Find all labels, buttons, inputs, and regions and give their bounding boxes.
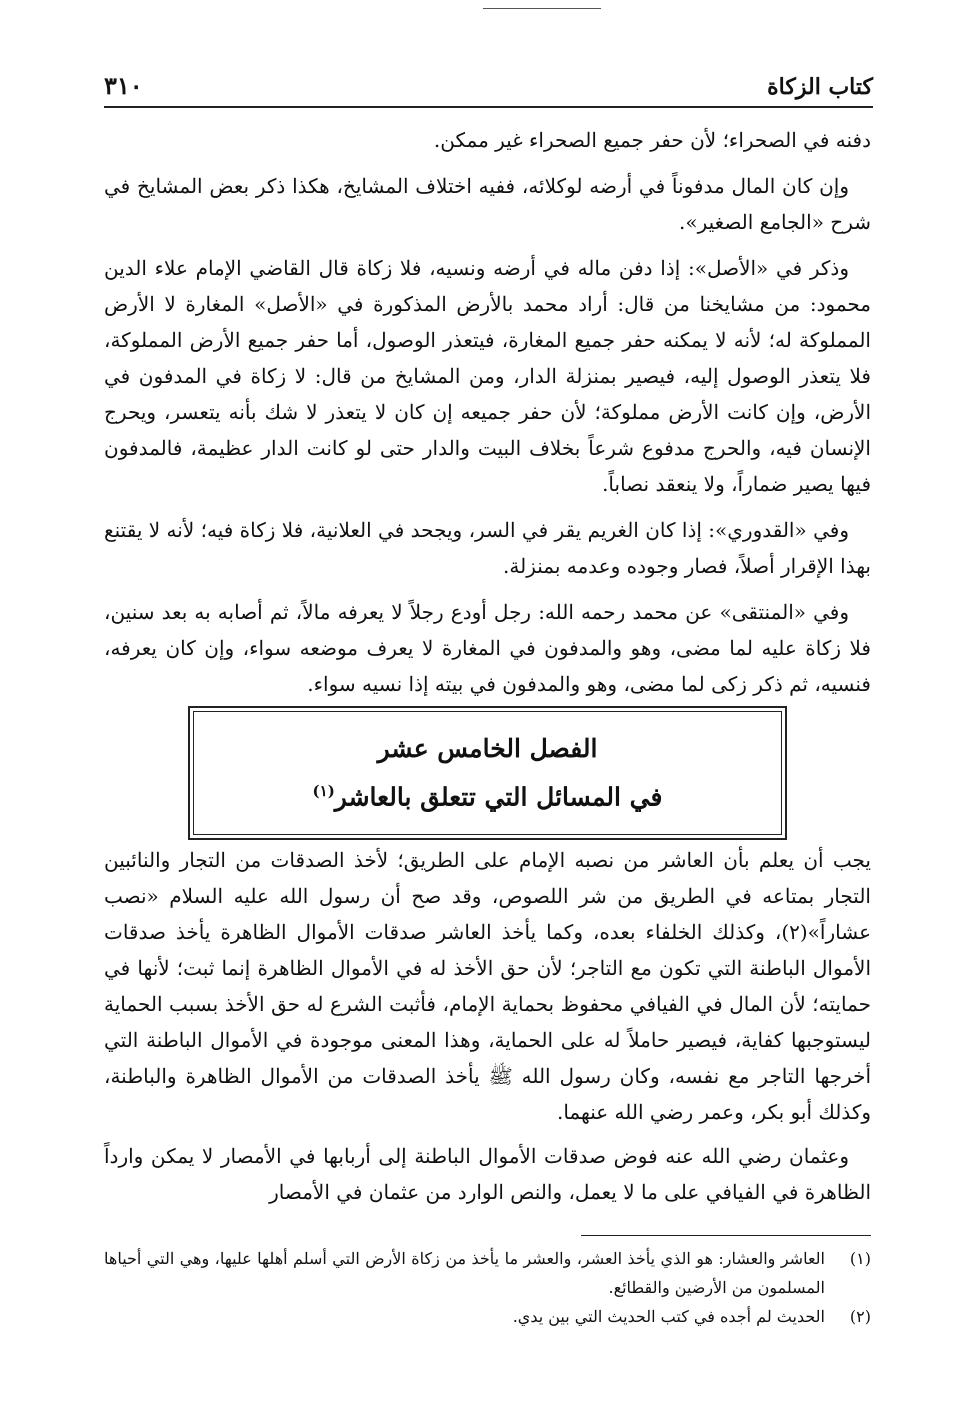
chapter-heading-box [188,706,787,840]
paragraph: وفي «المنتقى» عن محمد رحمه الله: رجل أودع رجلاً لا يعرفه مالاً، ثم أصابه به بعد سنين، فلا زكاة عليه لما مضى، وهو والمدفون في المغارة لا يعرف موضعه سواء، وإن كان يعرفه، فنسيه، ثم ذكر زكى لما مضى، وهو والمدفون في بيته إذا نسيه سواء. [104,600,871,696]
main-text [104,122,871,712]
book-title: كتاب الزكاة [767,74,873,100]
footnote [104,1244,871,1302]
footnote-mark: (٢) [849,1307,871,1326]
paragraph: وعثمان رضي الله عنه فوض صدقات الأموال الباطنة إلى أربابها في الأمصار لا يمكن وارداً الظاهرة في الفيافي على ما لا يعمل، والنص الوارد من عثمان في الأمصار [104,1144,871,1204]
page-number: ٣١٠ [104,71,143,100]
paragraph: وفي «القدوري»: إذا كان الغريم يقر في السر، ويجحد في العلانية، فلا زكاة فيه؛ لأنه لا يقتنع بهذا الإقرار أصلاً، فصار وجوده وعدمه بمنزلة. [104,518,871,578]
paragraph: يجب أن يعلم بأن العاشر من نصبه الإمام على الطريق؛ لأخذ الصدقات من التجار والنائبين التجار بمتاعه في الطريق من شر اللصوص، وقد صح أن رسول الله عليه السلام «نصب عشاراً»(٢)، وكذلك الخلفاء بعده، وكما يأخذ العاشر صدقات الأموال الظاهرة يأخذ صدقات الأموال الباطنة التي تكون مع التاجر؛ لأن حق الأخذ له في الأموال الظاهرة إنما ثبت؛ لأنها في حمايته؛ لأن المال في الفيافي محفوظ بحماية الإمام، فأثبت الشرع له حق الأخذ بسبب الحماية ليستوجبها كفاية، فيصير حاملاً له على الحماية، وهذا المعنى موجودة في الأموال الباطنة التي أخرجها التاجر مع نفسه، وكان رسول الله ﷺ يأخذ الصدقات من الأموال الظاهرة والباطنة، وكذلك أبو بكر، وعمر رضي الله عنهما. [104,848,872,1124]
footnotes [104,1244,871,1331]
paragraph: دفنه في الصحراء؛ لأن حفر جميع الصحراء غير ممكن. [433,128,871,152]
chapter-subtitle [313,770,663,818]
chapter-title: الفصل الخامس عشر [377,733,598,763]
top-rule [483,8,601,9]
chapter-text [104,842,871,1218]
page-header [104,62,873,108]
footnote [104,1302,871,1331]
paragraph: وإن كان المال مدفوناً في أرضه لوكلائه، ففيه اختلاف المشايخ، هكذا ذكر بعض المشايخ في شرح «الجامع الصغير». [104,174,871,234]
chapter-subtitle-text: في المسائل التي تتعلق بالعاشر [334,782,663,812]
footnote-text: العاشر والعشار: هو الذي يأخذ العشر، والعشر ما يأخذ من زكاة الأرض التي أسلم أهلها عليها، وهي التي أحياها المسلمون من الأرضين والقطائع. [104,1249,825,1297]
footnote-text: الحديث لم أجده في كتب الحديث التي بين يدي. [512,1307,825,1326]
footnote-mark: (١) [849,1249,871,1268]
chapter-heading-inner [193,711,782,835]
footnote-rule [581,1235,871,1236]
paragraph: وذكر في «الأصل»: إذا دفن ماله في أرضه ونسيه، فلا زكاة قال القاضي الإمام علاء الدين محمود: من مشايخنا من قال: أراد محمد بالأرض المذكورة في «الأصل» المغارة لا الأرض المملوكة له؛ لأنه لا يمكنه حفر جميع المغارة، فيتعذر الوصول، أما حفر جميع الأرض المملوكة، فلا يتعذر الوصول إليه، فيصير بمنزلة الدار، ومن المشايخ من قال: لا زكاة في المدفون في الأرض، وإن كانت الأرض مملوكة؛ لأن حفر جميعه إن كان لا يتعذر لا شك بأنه يتعسر، ويحرج الإنسان فيه، والحرج مدفوع شرعاً بخلاف البيت والدار حتى لو كانت الدار عظيمة، فالمدفون فيها يصير ضماراً، ولا ينعقد نصاباً. [104,256,871,496]
footnote-ref: (١) [312,781,335,800]
